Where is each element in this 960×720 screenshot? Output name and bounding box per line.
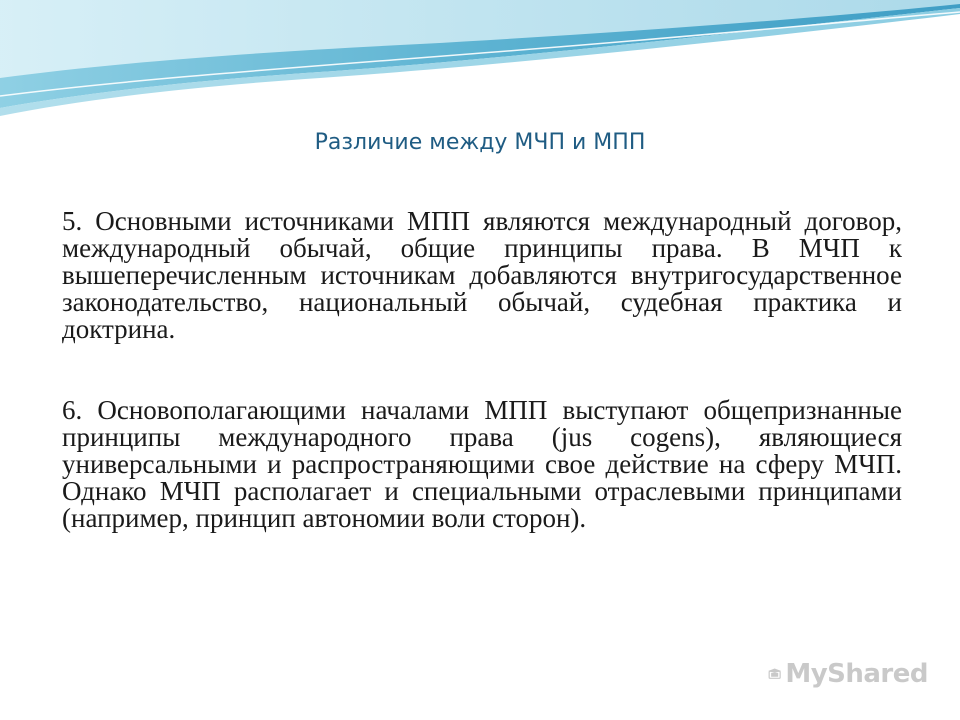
mortarboard-icon: [768, 659, 781, 689]
watermark-text: MyShared: [785, 659, 928, 689]
slide-content: [62, 208, 902, 532]
header-wave-decoration: [0, 0, 960, 130]
slide-title: Различие между МЧП и МПП: [314, 130, 646, 155]
paragraph-sources: 5. Основными источниками МПП являются международный договор, международный обычай, общие принципы права. В МЧП к вышеперечисленным источникам добавляются внутригосударственное законодательство, национальный обычай, судебная практика и доктрина.: [62, 206, 902, 344]
paragraph-principles: 6. Основополагающими началами МПП выступают общепризнанные принципы международного права (jus cogens), являющиеся универсальными и распространяющими свое действие на сферу МЧП. Однако МЧП располагает и специальными отраслевыми принципами (например, принцип автономии воли сторон).: [62, 395, 902, 533]
watermark: [768, 656, 928, 692]
